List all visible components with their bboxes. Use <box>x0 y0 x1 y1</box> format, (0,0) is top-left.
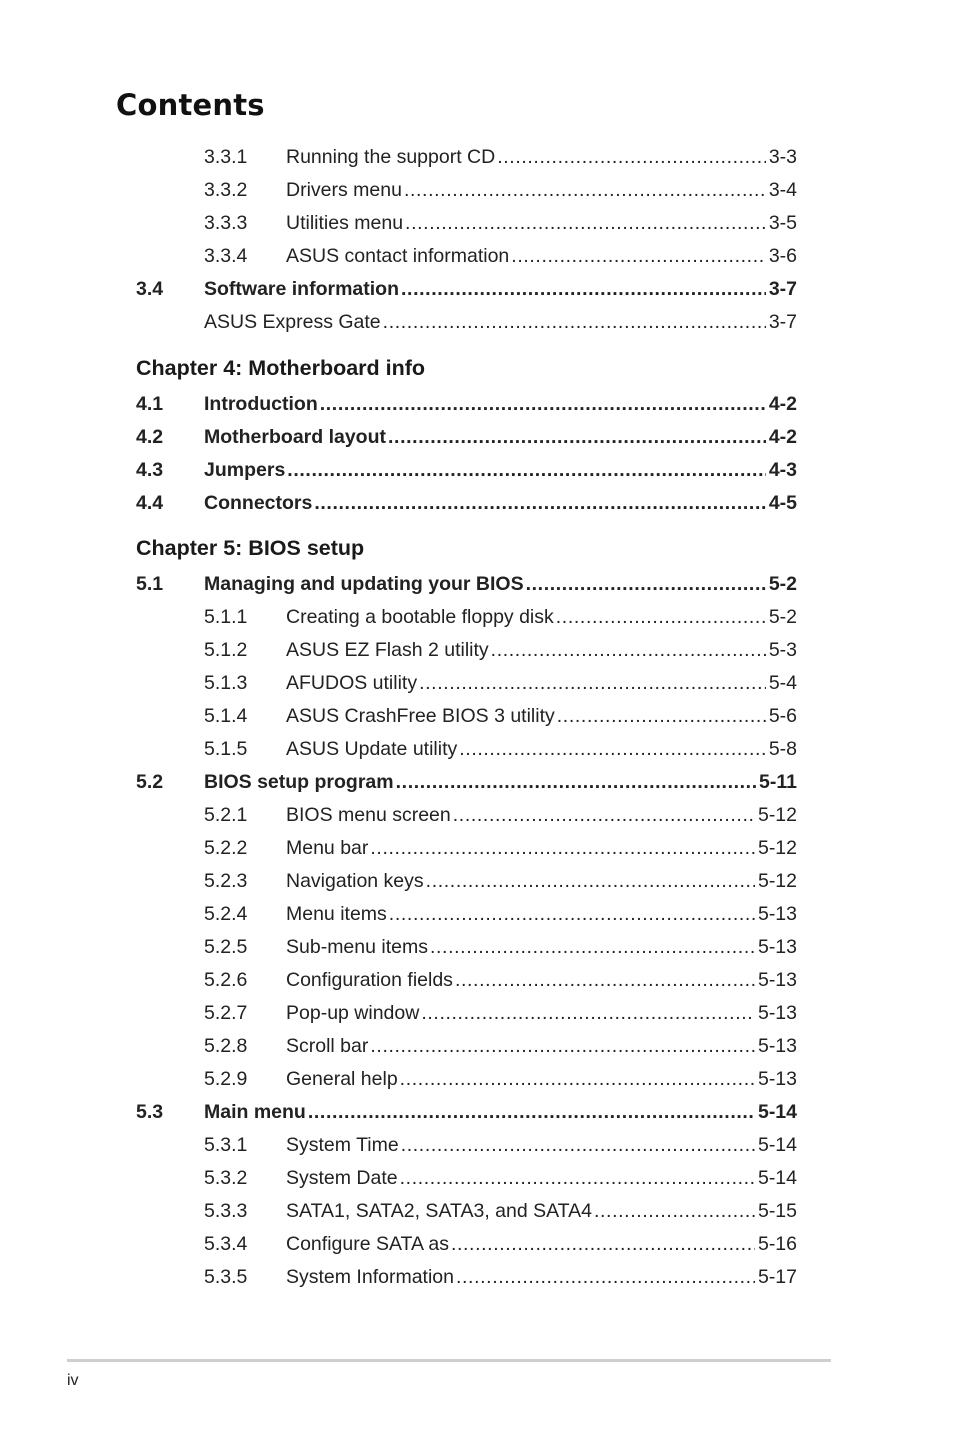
toc-entry-title[interactable]: Connectors <box>204 492 313 514</box>
toc-entry-line <box>286 865 797 898</box>
toc-entry-title[interactable]: Motherboard layout <box>204 426 387 448</box>
toc-entry-number: 4.3 <box>136 459 164 481</box>
toc-entry-number: 5.1 <box>136 573 164 595</box>
toc-entry[interactable] <box>0 898 954 931</box>
toc-entry-title[interactable]: Jumpers <box>204 459 286 481</box>
dot-leader <box>451 1228 755 1261</box>
toc-entry-number: 3.3.3 <box>204 212 248 234</box>
dot-leader <box>456 1261 755 1294</box>
toc-entry-title[interactable]: ASUS contact information <box>286 245 510 267</box>
toc-entry[interactable] <box>0 568 954 601</box>
dot-leader <box>396 766 756 799</box>
dot-leader <box>400 1063 755 1096</box>
toc-entry-page[interactable]: 5-12 <box>757 837 797 859</box>
toc-entry-number: 5.2.9 <box>204 1068 248 1090</box>
toc-entry-line <box>286 964 797 997</box>
toc-entry-number: 3.3.1 <box>204 146 248 168</box>
dot-leader <box>511 240 766 273</box>
toc-entry-number: 5.1.5 <box>204 738 248 760</box>
toc-entry-page[interactable]: 5-14 <box>757 1101 797 1123</box>
toc-entry[interactable] <box>0 454 954 487</box>
toc-entry-title[interactable]: Configure SATA as <box>286 1233 449 1255</box>
toc-entry-title[interactable]: ASUS Update utility <box>286 738 458 760</box>
toc-entry-number: 5.2.3 <box>204 870 248 892</box>
toc-entry-number: 4.1 <box>136 393 164 415</box>
toc-entry[interactable] <box>0 306 954 339</box>
toc-entry-page[interactable]: 3-4 <box>768 179 797 201</box>
toc-entry[interactable] <box>0 799 954 832</box>
toc-entry-line <box>286 898 797 931</box>
dot-leader <box>557 700 766 733</box>
toc-entry-line <box>286 1195 797 1228</box>
dot-leader <box>455 964 755 997</box>
toc-entry-number: 3.3.2 <box>204 179 248 201</box>
toc-entry-page[interactable]: 5-12 <box>757 870 797 892</box>
dot-leader <box>426 865 755 898</box>
toc-entry-title[interactable]: Managing and updating your BIOS <box>204 573 524 595</box>
toc-entry-page[interactable]: 3-5 <box>768 212 797 234</box>
toc-entry[interactable] <box>0 1228 954 1261</box>
toc-entry-line <box>204 421 797 454</box>
dot-leader <box>383 306 766 339</box>
toc-entry-page[interactable]: 5-6 <box>768 705 797 727</box>
toc-entry-number: 5.2.4 <box>204 903 248 925</box>
toc-entry-line <box>204 568 797 601</box>
toc-entry[interactable] <box>0 601 954 634</box>
toc-entry-page[interactable]: 5-15 <box>757 1200 797 1222</box>
toc-entry-title[interactable]: BIOS menu screen <box>286 804 451 826</box>
dot-leader <box>400 1162 755 1195</box>
toc-entry-line <box>204 273 797 306</box>
toc-entry-page[interactable]: 4-3 <box>768 459 797 481</box>
toc-entry-page[interactable]: 4-2 <box>768 393 797 415</box>
toc-entry-page[interactable]: 5-13 <box>757 969 797 991</box>
dot-leader <box>594 1195 755 1228</box>
toc-entry-number: 3.4 <box>136 278 164 300</box>
toc-entry-number: 5.3.1 <box>204 1134 248 1156</box>
dot-leader <box>308 1096 755 1129</box>
toc-entry-title[interactable]: Navigation keys <box>286 870 424 892</box>
toc-entry-page[interactable]: 3-7 <box>768 311 797 333</box>
toc-entry-number: 5.3.2 <box>204 1167 248 1189</box>
toc-entry-line <box>286 799 797 832</box>
toc-entry-title[interactable]: BIOS setup program <box>204 771 394 793</box>
toc-entry-number: 5.3.4 <box>204 1233 248 1255</box>
toc-entry-number: 4.2 <box>136 426 164 448</box>
toc-entry-number: 5.1.1 <box>204 606 248 628</box>
toc-entry-line <box>286 1162 797 1195</box>
toc-entry-title[interactable]: AFUDOS utility <box>286 672 418 694</box>
toc-entry[interactable] <box>0 766 954 799</box>
footer-divider <box>67 1359 831 1362</box>
toc-entry-page[interactable]: 5-8 <box>768 738 797 760</box>
toc-entry-title[interactable]: ASUS Express Gate <box>204 311 381 333</box>
toc-entry-page[interactable]: 5-14 <box>757 1134 797 1156</box>
toc-entry-number: 5.2.1 <box>204 804 248 826</box>
toc-entry-page[interactable]: 4-5 <box>768 492 797 514</box>
dot-leader <box>453 799 755 832</box>
dot-leader <box>459 733 766 766</box>
toc-group-chapter5 <box>0 568 954 1294</box>
toc-entry-title[interactable]: System Time <box>286 1134 399 1156</box>
toc-entry-line <box>204 766 797 799</box>
toc-entry-title[interactable]: Sub-menu items <box>286 936 428 958</box>
dot-leader <box>419 667 766 700</box>
toc-entry[interactable] <box>0 1063 954 1096</box>
toc-entry[interactable] <box>0 1162 954 1195</box>
toc-entry-number: 5.3.5 <box>204 1266 248 1288</box>
toc-entry-line <box>286 240 797 273</box>
chapter-4-heading: Chapter 4: Motherboard info <box>136 356 426 380</box>
toc-entry-page[interactable]: 3-3 <box>768 146 797 168</box>
toc-entry-page[interactable]: 5-13 <box>757 1035 797 1057</box>
dot-leader <box>388 421 766 454</box>
toc-entry-page[interactable]: 5-13 <box>757 936 797 958</box>
toc-entry[interactable] <box>0 240 954 273</box>
toc-entry-title[interactable]: Software information <box>204 278 400 300</box>
toc-entry-line <box>204 306 797 339</box>
toc-entry-number: 3.3.4 <box>204 245 248 267</box>
toc-entry[interactable] <box>0 997 954 1030</box>
toc-entry-line <box>286 1063 797 1096</box>
dot-leader <box>389 898 755 931</box>
dot-leader <box>497 141 766 174</box>
toc-entry-title[interactable]: Menu items <box>286 903 387 925</box>
toc-entry-title[interactable]: System Date <box>286 1167 398 1189</box>
toc-entry[interactable] <box>0 865 954 898</box>
toc-entry-line <box>286 1228 797 1261</box>
toc-entry-line <box>286 733 797 766</box>
toc-entry-page[interactable]: 4-2 <box>768 426 797 448</box>
toc-entry[interactable] <box>0 1261 954 1294</box>
toc-entry-page[interactable]: 5-17 <box>757 1266 797 1288</box>
dot-leader <box>320 388 766 421</box>
toc-group-chapter3-tail <box>0 141 954 339</box>
toc-entry-line <box>286 174 797 207</box>
toc-entry[interactable] <box>0 141 954 174</box>
toc-entry-line <box>204 454 797 487</box>
toc-entry[interactable] <box>0 832 954 865</box>
toc-entry-line <box>204 487 797 520</box>
toc-entry-number: 5.3.3 <box>204 1200 248 1222</box>
page-title: Contents <box>116 88 265 122</box>
toc-entry-title[interactable]: Running the support CD <box>286 146 496 168</box>
toc-entry-title[interactable]: Menu bar <box>286 837 369 859</box>
toc-entry[interactable] <box>0 1129 954 1162</box>
toc-entry-line <box>286 1261 797 1294</box>
toc-entry[interactable] <box>0 421 954 454</box>
toc-entry-line <box>286 141 797 174</box>
toc-entry-page[interactable]: 5-12 <box>757 804 797 826</box>
dot-leader <box>491 634 766 667</box>
toc-entry-page[interactable]: 3-7 <box>768 278 797 300</box>
toc-entry-page[interactable]: 5-16 <box>757 1233 797 1255</box>
toc-entry-page[interactable]: 5-13 <box>757 1002 797 1024</box>
toc-entry-title[interactable]: General help <box>286 1068 398 1090</box>
toc-entry-title[interactable]: Pop-up window <box>286 1002 420 1024</box>
toc-entry-title[interactable]: Utilities menu <box>286 212 404 234</box>
toc-entry-number: 5.2.2 <box>204 837 248 859</box>
toc-entry-page[interactable]: 5-2 <box>768 573 797 595</box>
toc-entry-page[interactable]: 5-3 <box>768 639 797 661</box>
toc-entry-number: 5.2.5 <box>204 936 248 958</box>
toc-entry-page[interactable]: 5-14 <box>757 1167 797 1189</box>
toc-entry-line <box>286 832 797 865</box>
toc-entry-title[interactable]: Configuration fields <box>286 969 453 991</box>
toc-entry[interactable] <box>0 733 954 766</box>
toc-entry-line <box>286 601 797 634</box>
toc-entry[interactable] <box>0 388 954 421</box>
toc-group-chapter4 <box>0 388 954 520</box>
toc-entry[interactable] <box>0 634 954 667</box>
toc-entry[interactable] <box>0 1030 954 1063</box>
toc-entry[interactable] <box>0 700 954 733</box>
toc-entry[interactable] <box>0 1096 954 1129</box>
toc-entry-page[interactable]: 5-4 <box>768 672 797 694</box>
toc-entry-line <box>286 700 797 733</box>
toc-entry-number: 5.2.8 <box>204 1035 248 1057</box>
dot-leader <box>556 601 766 634</box>
toc-entry-number: 5.2.6 <box>204 969 248 991</box>
toc-entry-page[interactable]: 5-2 <box>768 606 797 628</box>
dot-leader <box>401 273 766 306</box>
toc-entry-title[interactable]: Creating a bootable floppy disk <box>286 606 554 628</box>
toc-entry-line <box>204 1096 797 1129</box>
toc-entry-title[interactable]: Main menu <box>204 1101 306 1123</box>
toc-entry-page[interactable]: 5-13 <box>757 1068 797 1090</box>
toc-entry-title[interactable]: System Information <box>286 1266 454 1288</box>
dot-leader <box>314 487 765 520</box>
toc-entry-number: 5.2 <box>136 771 164 793</box>
toc-entry-line <box>286 1030 797 1063</box>
chapter-5-heading: Chapter 5: BIOS setup <box>136 536 365 560</box>
toc-entry-line <box>286 997 797 1030</box>
dot-leader <box>370 1030 755 1063</box>
toc-entry-number: 5.1.4 <box>204 705 248 727</box>
toc-entry-number: 5.3 <box>136 1101 164 1123</box>
toc-entry-line <box>286 667 797 700</box>
toc-entry[interactable] <box>0 964 954 997</box>
dot-leader <box>405 207 766 240</box>
toc-entry-page[interactable]: 3-6 <box>768 245 797 267</box>
dot-leader <box>430 931 755 964</box>
toc-entry-title[interactable]: SATA1, SATA2, SATA3, and SATA4 <box>286 1200 592 1222</box>
toc-entry-number: 4.4 <box>136 492 164 514</box>
footer-page-number: iv <box>67 1372 79 1389</box>
toc-entry[interactable] <box>0 487 954 520</box>
toc-entry[interactable] <box>0 931 954 964</box>
toc-entry-line <box>286 931 797 964</box>
dot-leader <box>287 454 766 487</box>
toc-entry-page[interactable]: 5-11 <box>759 771 797 793</box>
toc-entry[interactable] <box>0 1195 954 1228</box>
toc-entry-title[interactable]: Introduction <box>204 393 318 415</box>
toc-entry-line <box>286 207 797 240</box>
toc-entry[interactable] <box>0 207 954 240</box>
toc-entry-number: 5.2.7 <box>204 1002 248 1024</box>
dot-leader <box>526 568 766 601</box>
toc-entry-number: 5.1.2 <box>204 639 248 661</box>
toc-entry-line <box>204 388 797 421</box>
toc-entry[interactable] <box>0 667 954 700</box>
toc-entry-title[interactable]: ASUS CrashFree BIOS 3 utility <box>286 705 555 727</box>
toc-entry-title[interactable]: ASUS EZ Flash 2 utility <box>286 639 489 661</box>
toc-entry[interactable] <box>0 273 954 306</box>
dot-leader <box>404 174 766 207</box>
toc-entry[interactable] <box>0 174 954 207</box>
toc-entry-line <box>286 634 797 667</box>
toc-entry-title[interactable]: Scroll bar <box>286 1035 369 1057</box>
toc-entry-number: 5.1.3 <box>204 672 248 694</box>
dot-leader <box>421 997 755 1030</box>
dot-leader <box>370 832 755 865</box>
toc-entry-page[interactable]: 5-13 <box>757 903 797 925</box>
dot-leader <box>401 1129 755 1162</box>
toc-entry-line <box>286 1129 797 1162</box>
toc-entry-title[interactable]: Drivers menu <box>286 179 402 201</box>
